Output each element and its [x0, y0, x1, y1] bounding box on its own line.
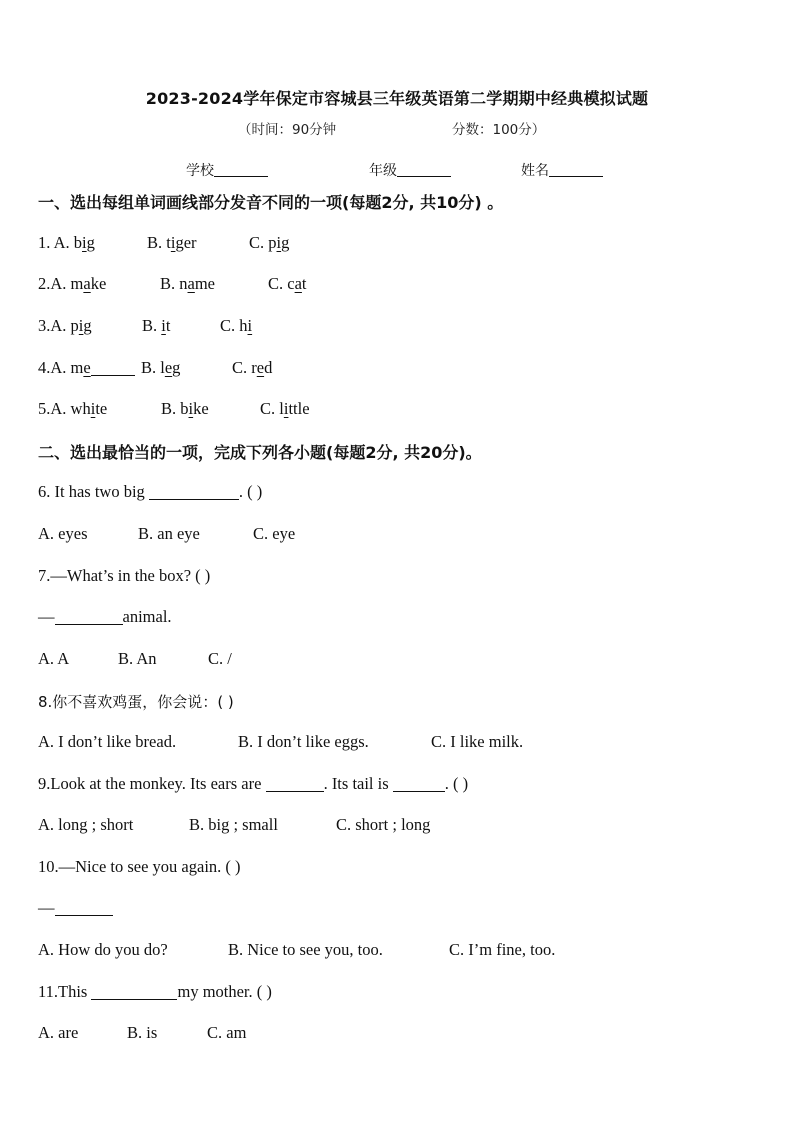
question-10-reply [38, 898, 113, 918]
question-stem-end: . ( ) [238, 482, 263, 501]
option-a: A. are [38, 1023, 79, 1042]
grade-blank[interactable] [397, 162, 451, 177]
option-a: A. How do you do? [38, 940, 168, 959]
option-c: C. I like milk. [431, 732, 524, 751]
option-a: A. big [53, 233, 95, 252]
question-6 [38, 482, 262, 502]
option-a: A. eyes [38, 524, 88, 543]
question-stem-end: . ( ) [444, 774, 469, 793]
answer-blank-1[interactable] [266, 776, 324, 792]
score-info: 分数：100分） [452, 122, 546, 138]
option-c: C. / [208, 649, 232, 668]
question-stem-end: my mother. ( ) [177, 982, 272, 1001]
question-7: 7.—What’s in the box? ( ) [38, 566, 211, 585]
answer-blank-2[interactable] [393, 776, 445, 792]
question-8: 8.你不喜欢鸡蛋，你会说：( ) [38, 693, 234, 711]
school-field [186, 160, 268, 180]
option-c: C. hi [220, 316, 253, 335]
option-b: B. I don’t like eggs. [238, 732, 369, 751]
question-number: 4. [38, 358, 51, 377]
option-c: C. am [207, 1023, 247, 1042]
dash: — [38, 607, 55, 626]
section1-heading: 一、选出每组单词画线部分发音不同的一项(每题2分, 共10分) 。 [38, 193, 504, 212]
question-number: 2. [38, 274, 51, 293]
option-a: A. make [50, 274, 107, 293]
option-a: A. A [38, 649, 70, 668]
question-stem: 6. It has two big [38, 482, 145, 501]
option-b: B. bike [161, 399, 209, 418]
question-3 [38, 316, 92, 336]
time-info: （时间：90分钟 [238, 122, 337, 138]
option-b: B. Nice to see you, too. [228, 940, 383, 959]
answer-blank[interactable] [55, 900, 113, 916]
option-b: B. it [142, 316, 171, 335]
option-b: B. An [118, 649, 157, 668]
question-stem: 11.This [38, 982, 88, 1001]
question-11 [38, 982, 272, 1002]
question-4 [38, 358, 135, 378]
name-field [521, 160, 603, 180]
grade-field [369, 160, 451, 180]
option-c: C. pig [249, 233, 290, 252]
question-2 [38, 274, 106, 294]
question-10: 10.—Nice to see you again. ( ) [38, 857, 241, 876]
reply-text: animal. [122, 607, 172, 626]
option-b: B. name [160, 274, 216, 293]
answer-blank[interactable] [91, 360, 135, 376]
question-9 [38, 774, 468, 794]
section2-heading: 二、选出最恰当的一项，完成下列各小题(每题2分, 共20分)。 [38, 443, 482, 462]
question-1 [38, 233, 95, 253]
option-b: B. big ; small [189, 815, 278, 834]
option-a: A. white [50, 399, 108, 418]
question-stem-mid: . Its tail is [323, 774, 389, 793]
school-label: 学校 [186, 163, 214, 179]
question-5 [38, 399, 107, 419]
name-blank[interactable] [549, 162, 603, 177]
grade-label: 年级 [369, 163, 397, 179]
option-b: B. leg [141, 358, 181, 377]
option-b: B. is [127, 1023, 158, 1042]
name-label: 姓名 [521, 163, 549, 179]
school-blank[interactable] [214, 162, 268, 177]
option-a: A. long ; short [38, 815, 134, 834]
dash: — [38, 898, 55, 917]
option-c: C. cat [268, 274, 307, 293]
option-c: C. short ; long [336, 815, 431, 834]
answer-blank[interactable] [149, 484, 239, 500]
question-number: 1. [38, 233, 54, 252]
option-b: B. tiger [147, 233, 197, 252]
option-b: B. an eye [138, 524, 200, 543]
option-c: C. I’m fine, too. [449, 940, 556, 959]
option-a: A. I don’t like bread. [38, 732, 177, 751]
question-7-reply [38, 607, 172, 627]
option-c: C. little [260, 399, 310, 418]
option-c: C. eye [253, 524, 296, 543]
question-number: 3. [38, 316, 51, 335]
question-stem: 9.Look at the monkey. Its ears are [38, 774, 262, 793]
option-a: A. me [50, 358, 91, 377]
exam-title: 2023-2024学年保定市容城县三年级英语第二学期期中经典模拟试题 [145, 89, 649, 108]
answer-blank[interactable] [91, 984, 177, 1000]
question-number: 5. [38, 399, 51, 418]
answer-blank[interactable] [55, 609, 123, 625]
option-c: C. red [232, 358, 273, 377]
option-a: A. pig [50, 316, 92, 335]
